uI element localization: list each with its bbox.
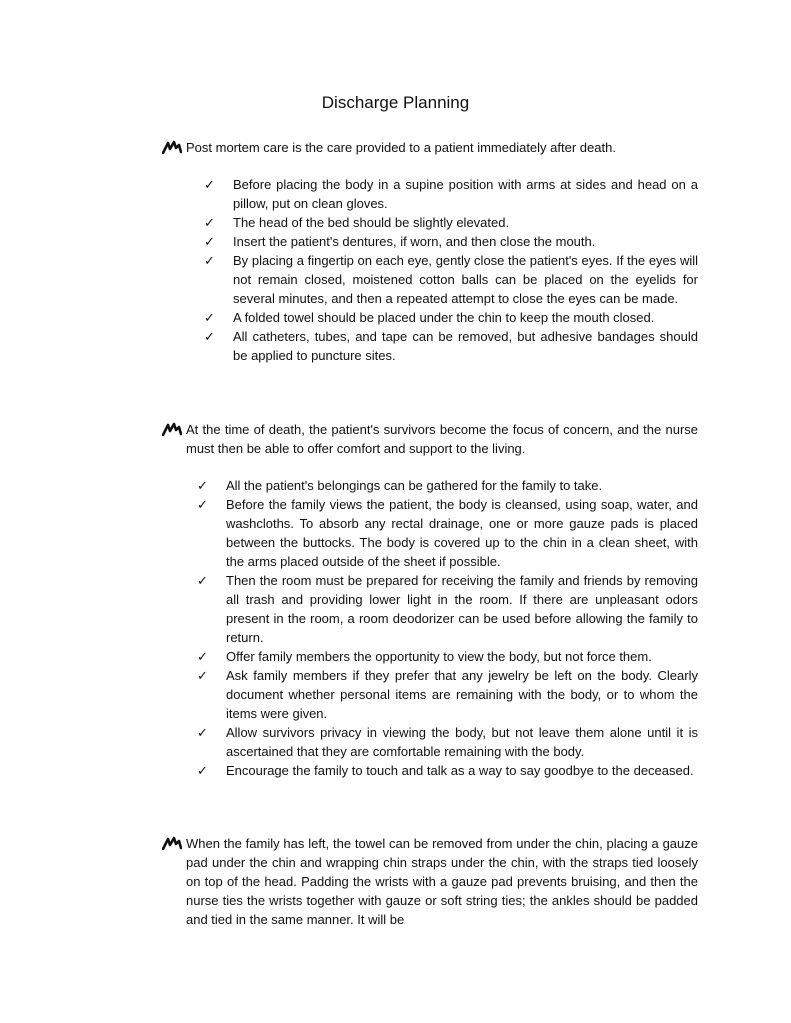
list-item: ✓ Insert the patient's dentures, if worn, and then close the mouth. (204, 234, 596, 249)
checkmark-icon: ✓ (197, 763, 208, 778)
checkmark-icon: ✓ (204, 310, 215, 325)
checkmark-icon: ✓ (197, 649, 208, 664)
checkmark-icon: ✓ (204, 215, 215, 230)
checkmark-icon: ✓ (204, 177, 215, 192)
checkmark-icon: ✓ (197, 668, 208, 683)
list-item: ✓ Offer family members the opportunity to view the body, but not force them. (197, 649, 652, 664)
section-post-mortem-care (162, 138, 698, 365)
list-item: ✓ Encourage the family to touch and talk as a way to say goodbye to the deceased. (197, 763, 694, 778)
section-after-family-leaves (162, 834, 698, 929)
list-item: ✓ A folded towel should be placed under the chin to keep the mouth closed. (204, 310, 655, 325)
list-item: ✓ The head of the bed should be slightly elevated. (204, 215, 510, 230)
section-intro: At the time of death, the patient's survivors become the focus of concern, and the nurse must then be able to offer comfort and support to the living. (186, 422, 698, 456)
list-item: ✓ By placing a fingertip on each eye, gently close the patient's eyes. If the eyes will not remain closed, moistened cotton balls can be placed on the eyelids for several minutes, and then a repeated attempt to close the eyes can be made. (204, 253, 698, 306)
list-item: ✓ Allow survivors privacy in viewing the body, but not leave them alone until it is ascertained that they are comfortable remaining with the body. (197, 725, 698, 759)
checklist (162, 476, 698, 780)
scribble-arrow-icon (162, 422, 182, 436)
list-item: ✓ All the patient's belongings can be gathered for the family to take. (197, 478, 603, 493)
checklist (162, 175, 698, 365)
list-item: ✓ All catheters, tubes, and tape can be removed, but adhesive bandages should be applied to puncture sites. (204, 329, 698, 363)
list-item: ✓ Before the family views the patient, the body is cleansed, using soap, water, and washcloths. To absorb any rectal drainage, one or more gauze pads is placed between the buttocks. The body is covered up to the chin in a clean sheet, with the arms placed outside of the sheet if possible. (197, 497, 698, 569)
section-survivors-support (162, 420, 698, 780)
checkmark-icon: ✓ (197, 725, 208, 740)
checkmark-icon: ✓ (197, 497, 208, 512)
list-item: ✓ Ask family members if they prefer that any jewelry be left on the body. Clearly document whether personal items are remaining with the body, or to whom the items were given. (197, 668, 698, 721)
checkmark-icon: ✓ (204, 329, 215, 344)
checkmark-icon: ✓ (204, 234, 215, 249)
section-intro: Post mortem care is the care provided to a patient immediately after death. (186, 140, 616, 155)
section-intro: When the family has left, the towel can be removed from under the chin, placing a gauze pad under the chin and wrapping chin straps under the chin, with the straps tied loosely on top of the head. Padding the wrists with a gauze pad prevents bruising, and then the nurse ties the wrists together with gauze or soft string ties; the ankles should be padded and tied in the same manner. It will be (186, 836, 698, 927)
checkmark-icon: ✓ (197, 478, 208, 493)
list-item: ✓ Then the room must be prepared for receiving the family and friends by removing all trash and providing lower light in the room. If there are unpleasant odors present in the room, a room deodorizer can be used before allowing the family to return. (197, 573, 698, 645)
scribble-arrow-icon (162, 140, 182, 154)
list-item: ✓ Before placing the body in a supine position with arms at sides and head on a pillow, put on clean gloves. (204, 177, 698, 211)
page-title: Discharge Planning (321, 93, 470, 112)
scribble-arrow-icon (162, 836, 182, 850)
checkmark-icon: ✓ (204, 253, 215, 268)
checkmark-icon: ✓ (197, 573, 208, 588)
